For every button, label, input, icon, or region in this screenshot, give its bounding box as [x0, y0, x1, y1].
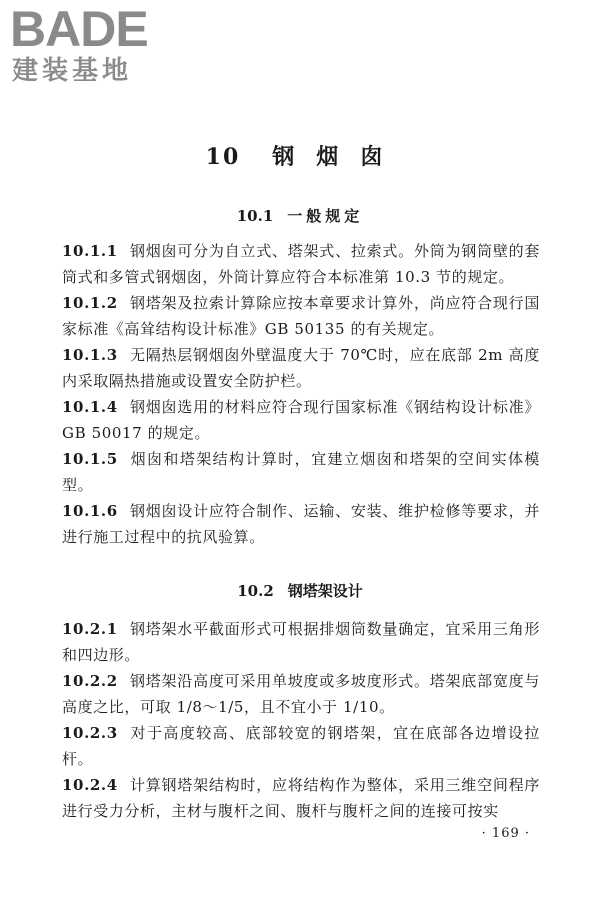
- clause-text: 钢塔架水平截面形式可根据排烟筒数量确定，宜采用三角形和四边形。: [62, 620, 540, 664]
- clause-number: 10.1.2: [62, 294, 118, 312]
- clause-number: 10.1.4: [62, 398, 118, 416]
- chapter-title-char: 囱: [360, 144, 385, 170]
- clause: [62, 772, 540, 824]
- clause: [62, 446, 540, 498]
- clause-text: 钢烟囱可分为自立式、塔架式、拉索式。外筒为钢筒壁的套筒式和多管式钢烟囱，外筒计算应符合本标准第 10.3 节的规定。: [62, 242, 540, 286]
- clause-number: 10.2.1: [62, 620, 118, 638]
- page-number: · 169 ·: [481, 826, 530, 841]
- clause: [62, 668, 540, 720]
- clause-number: 10.2.3: [62, 724, 118, 742]
- logo: [10, 1, 180, 88]
- clause-text: 钢烟囱选用的材料应符合现行国家标准《钢结构设计标准》GB 50017 的规定。: [62, 398, 540, 442]
- clause-text: 对于高度较高、底部较宽的钢塔架，宜在底部各边增设拉杆。: [62, 724, 540, 768]
- clause-text: 钢烟囱设计应符合制作、运输、安装、维护检修等要求，并进行施工过程中的抗风验算。: [62, 502, 540, 546]
- clause: [62, 342, 540, 394]
- logo-subtitle: 建装基地: [12, 56, 133, 86]
- clause-text: 烟囱和塔架结构计算时，宜建立烟囱和塔架的空间实体模型。: [62, 450, 540, 494]
- chapter-title-char: 钢: [272, 144, 297, 170]
- clause: [62, 616, 540, 668]
- clause-number: 10.1.1: [62, 242, 118, 260]
- clause: [62, 394, 540, 446]
- section-body: [62, 238, 540, 550]
- clause: [62, 720, 540, 772]
- clause-number: 10.1.5: [62, 450, 118, 468]
- section-number: 10.1: [236, 207, 274, 225]
- clause-number: 10.1.6: [62, 502, 118, 520]
- clause: [62, 290, 540, 342]
- clause-number: 10.2.2: [62, 672, 118, 690]
- chapter-title-char: 烟: [316, 144, 341, 170]
- clause-text: 计算钢塔架结构时，应将结构作为整体，采用三维空间程序进行受力分析，主材与腹杆之间、腹杆与腹杆之间的连接可按实: [62, 776, 540, 820]
- clause-number: 10.1.3: [62, 346, 118, 364]
- section-heading: 钢塔架设计: [287, 582, 363, 600]
- section-body: [62, 616, 540, 824]
- logo-brand: BADE: [10, 1, 148, 57]
- section-number: 10.2: [237, 582, 274, 600]
- clause-text: 无隔热层钢烟囱外壁温度大于 70℃时，应在底部 2m 高度内采取隔热措施或设置安全防护栏。: [62, 346, 540, 390]
- clause-text: 钢塔架沿高度可采用单坡度或多坡度形式。塔架底部宽度与高度之比，可取 1/8～1/5，且不宜小于 1/10。: [62, 672, 540, 716]
- clause-number: 10.2.4: [62, 776, 118, 794]
- section-title: [0, 580, 600, 601]
- clause-text: 钢塔架及拉索计算除应按本章要求计算外，尚应符合现行国家标准《高耸结构设计标准》GB 50135 的有关规定。: [62, 294, 540, 338]
- chapter-number: 10: [205, 144, 241, 170]
- chapter-title: [0, 140, 600, 171]
- clause: [62, 498, 540, 550]
- section-title: [0, 205, 600, 226]
- clause: [62, 238, 540, 290]
- section-heading: 一般规定: [287, 207, 364, 225]
